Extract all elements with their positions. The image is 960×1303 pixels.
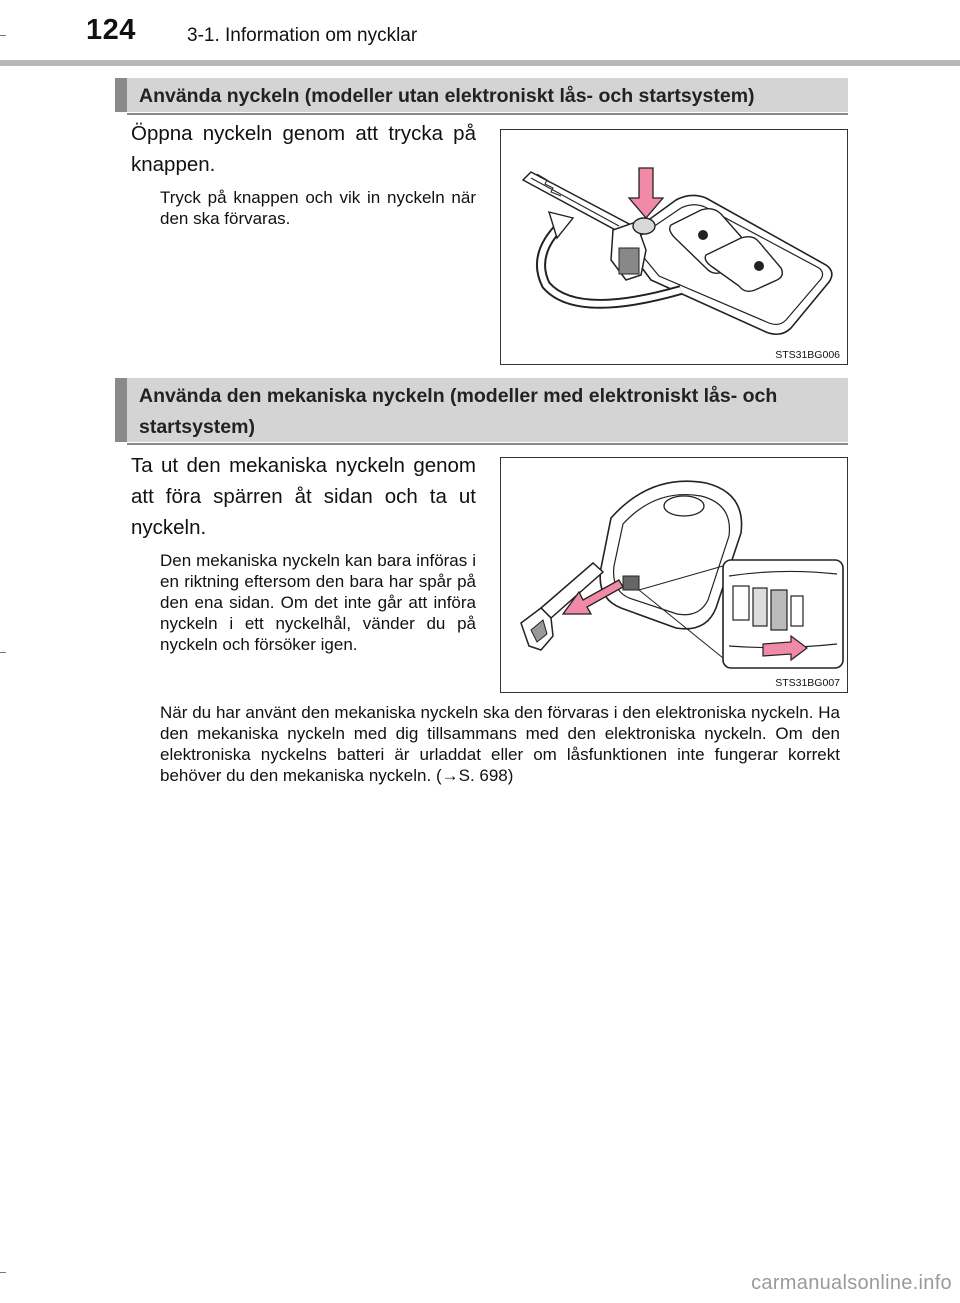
trim-mark	[0, 652, 6, 653]
header-rule	[0, 60, 960, 66]
instruction-text: Öppna nyckeln genom att trycka på knappen.	[131, 122, 476, 176]
storage-note: När du har använt den mekaniska nyckeln ska den förvaras i den elektroniska nyckeln. Ha den mekaniska nyckeln med dig tillsammans med den elektroniska nyckeln. Om den elektroniska nyckelns batteri är urladdat eller om låsfunktionen inte fungerar korrekt behöver du den mekaniska nyckeln. (→S. 698)	[160, 703, 840, 785]
site-watermark: carmanualsonline.info	[751, 1272, 952, 1294]
mechanical-key-drawing	[501, 458, 847, 692]
page-number: 124	[86, 14, 136, 46]
folding-key-drawing	[501, 130, 847, 364]
section-heading-text: Använda nyckeln (modeller utan elektroniskt lås- och startsystem)	[139, 85, 755, 107]
section-underline	[127, 443, 848, 445]
chapter-title: 3-1. Information om nycklar	[187, 25, 418, 46]
figure-code: STS31BG006	[775, 349, 840, 361]
instruction-note: Tryck på knappen och vik in nyckeln när den ska förvaras.	[160, 188, 476, 228]
instruction-note: Den mekaniska nyckeln kan bara införas i en riktning eftersom den bara har spår på den ena sidan. Om det inte går att införa nyckeln i ett nyckelhål, vänder du på nyckeln och försöker igen.	[160, 551, 476, 654]
figure-code: STS31BG007	[775, 677, 840, 689]
trim-mark	[0, 1272, 6, 1273]
section-heading-text: Använda den mekaniska nyckeln (modeller med elektroniskt lås- och startsystem)	[139, 385, 778, 438]
key-fold-illustration	[500, 129, 848, 365]
instruction-text: Ta ut den mekaniska nyckeln genom att föra spärren åt sidan och ta ut nyckeln.	[131, 454, 476, 539]
trim-mark	[0, 35, 6, 36]
section-underline	[127, 113, 848, 115]
section-heading	[115, 78, 848, 112]
mechanical-key-illustration	[500, 457, 848, 693]
section-heading	[115, 378, 848, 442]
